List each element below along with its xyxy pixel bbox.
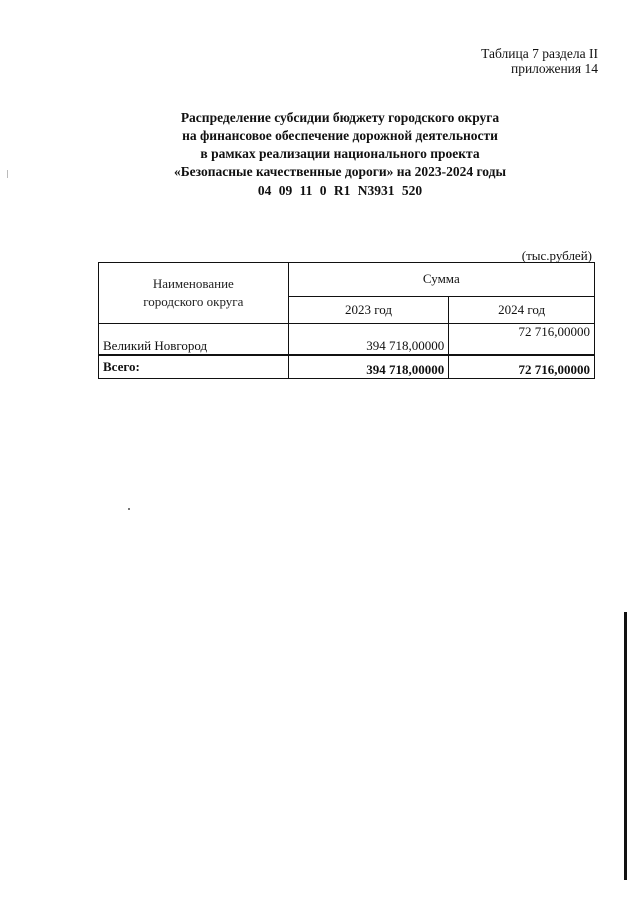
- scan-mark-left: [7, 170, 8, 178]
- title-line1: Распределение субсидии бюджету городского округа: [180, 110, 500, 125]
- table-reference-line1: Таблица 7 раздела II: [481, 46, 598, 61]
- table-header-row: [99, 263, 595, 297]
- table-total-row: [99, 355, 595, 379]
- column-header-2024: 2024 год: [449, 296, 595, 323]
- subsidy-table: [98, 262, 595, 379]
- cell-city-name: Великий Новгород: [99, 324, 289, 356]
- budget-code: 04 09 11 0 R1 N3931 520: [257, 183, 423, 198]
- cell-2024-value: 72 716,00000: [449, 324, 595, 356]
- column-header-2023: 2023 год: [288, 296, 449, 323]
- units-label: (тыс.рублей): [521, 248, 592, 263]
- title-line3: в рамках реализации национального проекта: [200, 146, 480, 161]
- title-line2: на финансовое обеспечение дорожной деятельности: [182, 128, 498, 143]
- title-line4: «Безопасные качественные дороги» на 2023-2024 годы: [173, 164, 507, 179]
- document-title: [110, 109, 570, 181]
- scan-speck: [128, 508, 130, 510]
- cell-2023-value: 394 718,00000: [288, 324, 449, 356]
- column-header-name-line1: Наименование: [152, 276, 234, 291]
- cell-total-2023: 394 718,00000: [288, 355, 449, 379]
- scan-edge-bar: [624, 612, 627, 880]
- cell-total-label: Всего:: [99, 355, 289, 379]
- column-header-name-line2: городского округа: [143, 294, 244, 309]
- column-header-sum: Сумма: [288, 263, 594, 297]
- column-header-name: [99, 263, 289, 324]
- table-reference: [481, 46, 598, 76]
- table-reference-line2: приложения 14: [510, 61, 598, 76]
- cell-total-2024: 72 716,00000: [449, 355, 595, 379]
- table-row: [99, 324, 595, 356]
